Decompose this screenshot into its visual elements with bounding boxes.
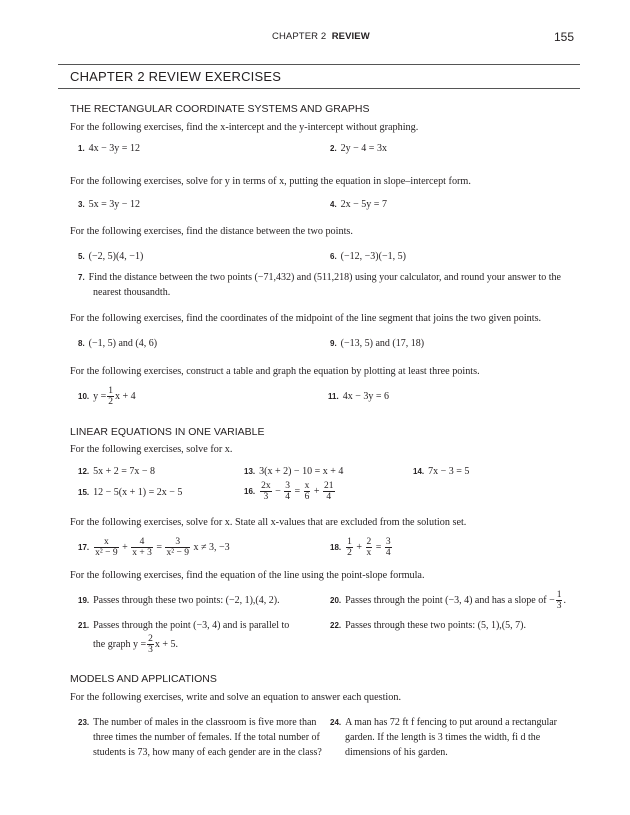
instruction: For the following exercises, find the distance between the two points. <box>70 226 353 237</box>
instruction: For the following exercises, solve for x. <box>70 444 233 455</box>
exercise-4: 4. 2x − 5y = 7 <box>330 199 387 210</box>
instruction: For the following exercises, construct a table and graph the equation by plotting at least three points. <box>70 366 480 377</box>
exercise-17: 17. $\frac{x}{\text{x² − 9}}$ + $\frac{4}{x + 3}$ = $\frac{3}{\text{x² − 9}}$ x ≠ 3, −3 <box>78 537 230 558</box>
exercise-1: 1. 4x − 3y = 12 <box>78 143 140 154</box>
exercise-12: 12. 5x + 2 = 7x − 8 <box>78 466 156 477</box>
exercise-19: 19. Passes through these two points: (−2, 1),(4, 2). <box>78 595 280 606</box>
exercise-16: 16. $\frac{2x}{3}$ − $\frac{3}{4}$ = $\frac{x}{6}$ + $\frac{21}{4}$ <box>244 481 334 502</box>
exercise-7: 7. Find the distance between the two points (−71,432) and (511,218) using your calculator, and round your answer to the nearest thousandth. <box>78 272 561 298</box>
exercise-2: 2. 2y − 4 = 3x <box>330 143 387 154</box>
exercise-5: 5. (−2, 5)(4, −1) <box>78 251 144 262</box>
header-chapter: CHAPTER 2 <box>272 31 327 42</box>
exercise-21: 21. Passes through the point (−3, 4) and is parallel to <box>78 620 290 631</box>
exercise-20: 20. Passes through the point (−3, 4) and has a slope of − $\frac{1}{3}$ . <box>330 590 566 611</box>
exercise-3: 3. 5x = 3y − 12 <box>78 199 140 210</box>
exercise-8: 8. (−1, 5) and (4, 6) <box>78 338 158 349</box>
exercise-14: 14. 7x − 3 = 5 <box>413 466 470 477</box>
instruction: For the following exercises, find the coordinates of the midpoint of the line segment that joins the two given points. <box>70 313 542 324</box>
exercise-24: 24. A man has 72 ft f fencing to put around a rectangular garden. If the length is 3 times the width, fi d the dimensions of his garden. <box>330 717 557 758</box>
exercise-22: 22. Passes through these two points: (5, 1),(5, 7). <box>330 620 526 631</box>
instruction: For the following exercises, find the x-intercept and the y-intercept without graphing. <box>70 122 419 133</box>
section-heading: THE RECTANGULAR COORDINATE SYSTEMS AND GRAPHS <box>70 103 370 115</box>
instruction: For the following exercises, solve for x. State all x-values that are excluded from the solution set. <box>70 517 467 528</box>
instruction: For the following exercises, find the equation of the line using the point-slope formula. <box>70 570 425 581</box>
exercise-10: 10. y = $\frac{1}{2}$ x + 4 <box>78 386 136 407</box>
section-heading: LINEAR EQUATIONS IN ONE VARIABLE <box>70 426 265 438</box>
exercise-18: 18. $\frac{1}{2}$ + $\frac{2}{x}$ = $\frac{3}{4}$ <box>330 537 391 558</box>
exercise-23: 23. The number of males in the classroom is five more than three times the number of females. If the total number of students is 73, how many of each gender are in the class? <box>78 717 322 758</box>
section-heading: MODELS AND APPLICATIONS <box>70 673 217 685</box>
page-number: 155 <box>554 30 575 44</box>
exercise-21-line2: the graph y = $\frac{2}{3}$ x + 5. <box>93 634 179 655</box>
header-section: REVIEW <box>331 31 370 42</box>
running-header <box>272 31 370 42</box>
exercise-11: 11. 4x − 3y = 6 <box>328 391 389 402</box>
title-bottom-rule <box>58 88 580 89</box>
instruction: For the following exercises, write and solve an equation to answer each question. <box>70 692 401 703</box>
page-title: CHAPTER 2 REVIEW EXERCISES <box>70 69 282 84</box>
exercise-15: 15. 12 − 5(x + 1) = 2x − 5 <box>78 487 183 498</box>
exercise-13: 13. 3(x + 2) − 10 = x + 4 <box>244 466 344 477</box>
exercise-6: 6. (−12, −3)(−1, 5) <box>330 251 406 262</box>
exercise-9: 9. (−13, 5) and (17, 18) <box>330 338 425 349</box>
title-top-rule <box>58 64 580 65</box>
instruction: For the following exercises, solve for y in terms of x, putting the equation in slope–intercept form. <box>70 176 471 187</box>
